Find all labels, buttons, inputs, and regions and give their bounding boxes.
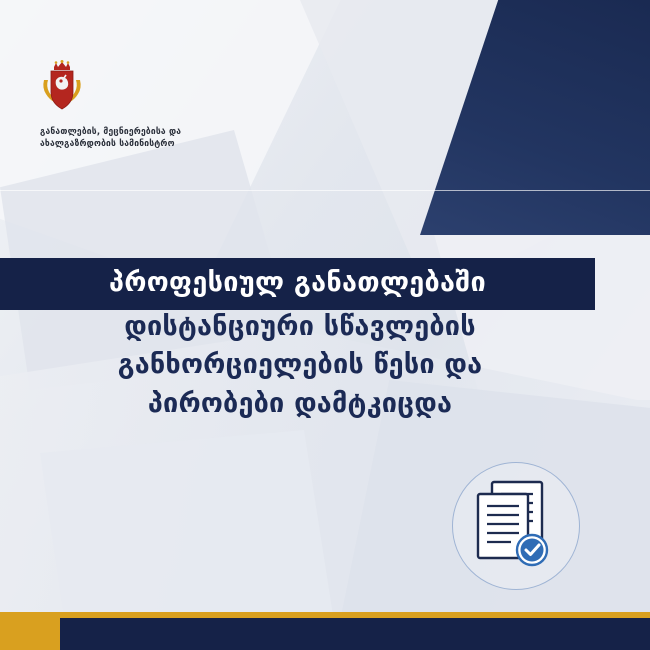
ministry-header <box>40 60 370 151</box>
background-divider-line <box>0 190 650 191</box>
headline-line-2: განხორციელების წესი და <box>117 349 483 381</box>
ministry-name <box>40 126 300 151</box>
georgia-coat-of-arms-icon <box>40 60 84 116</box>
documents-approved-icon <box>470 478 562 574</box>
ministry-name-line-1: განათლების, მეცნიერებისა და <box>40 127 182 137</box>
ministry-name-line-2: ახალგაზრდობის სამინისტრო <box>40 139 175 150</box>
headline-band-text: პროფესიულ განათლებაში <box>108 267 487 298</box>
headline-line-3: პირობები დამტკიცდა <box>147 387 453 419</box>
bottom-navy-bar <box>0 618 650 650</box>
headline-subtext <box>0 308 600 423</box>
bottom-gold-corner <box>0 612 60 650</box>
headline-band <box>0 258 595 310</box>
headline-line-1: დისტანციური სწავლების <box>124 311 476 342</box>
